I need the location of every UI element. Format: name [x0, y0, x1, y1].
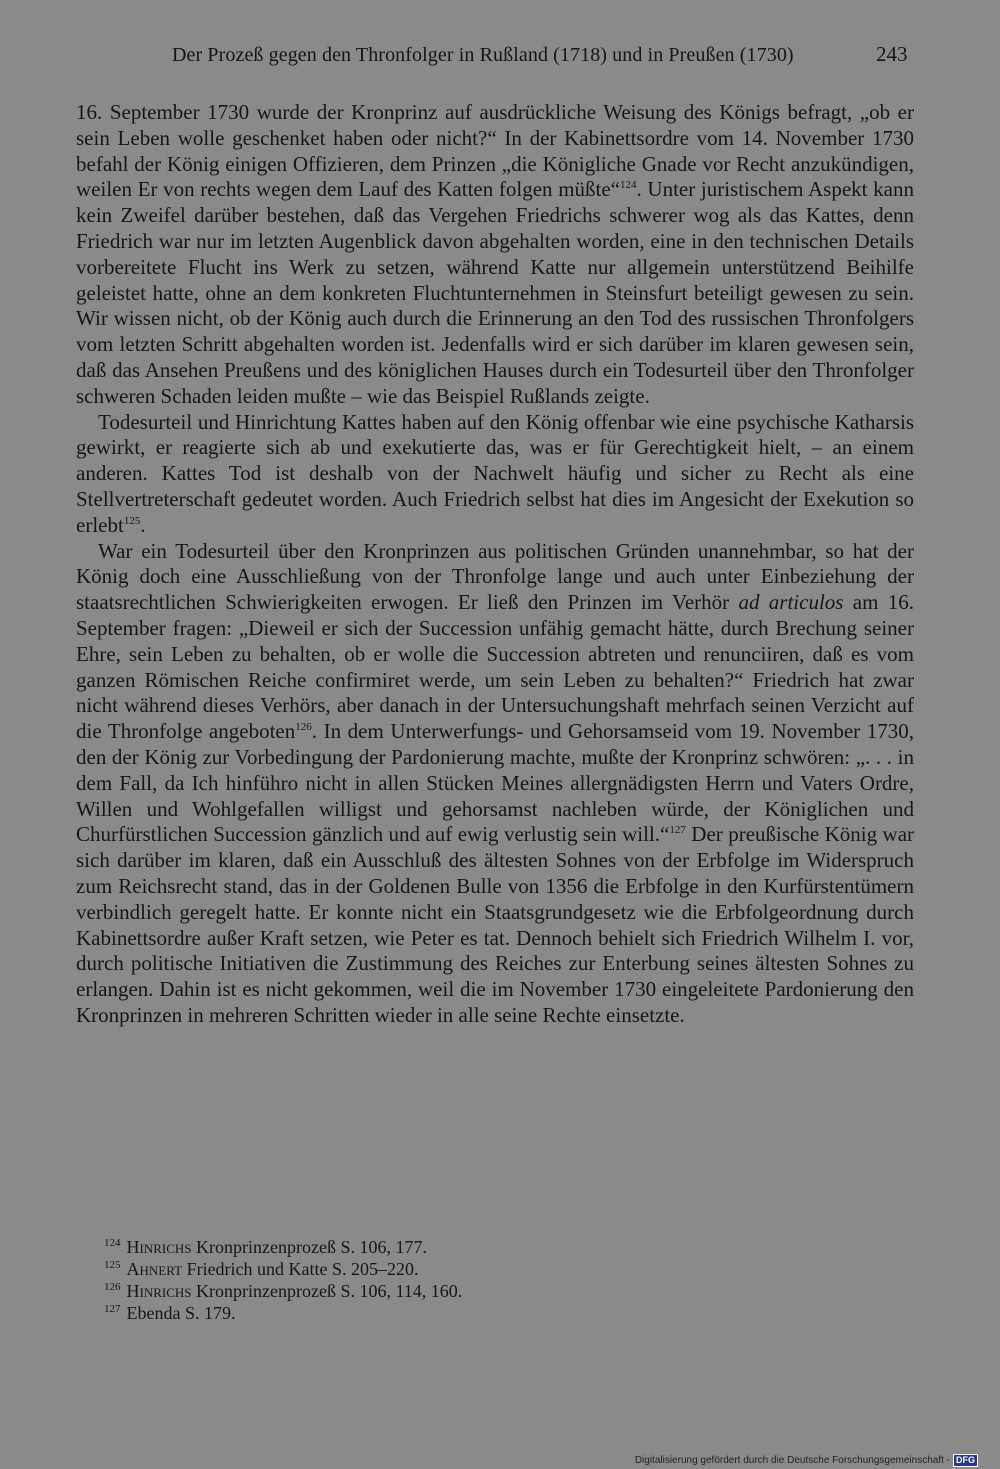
- text-run: 16. September 1730 wurde der Kronprinz auf ausdrückliche Weisung des Königs befragt, „ob er sein Leben wolle geschenket haben oder nicht?“ In der Kabinettsordre vom 14. November 1730 befahl der König einigen Offizieren, dem Prinzen „die Königliche Gnade vor Recht anzukündigen, weilen Er von rechts wegen dem Lauf des Katten folgen müßte“: [76, 100, 914, 202]
- text-run: War ein Todesurteil über den Kronprinzen aus politischen Gründen unannehmbar, so hat der König doch eine Ausschließung von der Thronfolge lange und auch unter Einbeziehung der staatsrechtlichen Schwierigkeiten erwogen. Er ließ den Prinzen im Verhör: [76, 538, 914, 615]
- text-run: . In dem Unterwerfungs- und Gehorsamseid vom 19. November 1730, den der König zur Vorbedingung der Pardonierung machte, mußte der Kronprinz schwören: „. . . in dem Fall, da Ich hinführo nicht in allen Stücken Meines allergnädigsten Herrn und Vaters Ordre, Willen und Wohlgefallen willigst und gehorsamst nachleben würde, der Königlichen und Churfürstlichen Succession gänzlich und auf ewig verlustig sein will.“: [76, 719, 914, 847]
- text-run: . Unter juristischem Aspekt kann kein Zweifel darüber bestehen, daß das Vergehen Friedrichs schwerer wog als das Kattes, denn Friedrich war nur im letzten Augenblick davon abgehalten worden, eine in den technischen Details vorbereitete Flucht ins Werk zu setzen, während Katte nur allgemein unterstützend Beihilfe geleistet hatte, ohne an dem konkreten Fluchtunternehmen in Steinsfurt beteiligt gewesen zu sein. Wir wissen nicht, ob der König auch durch die Erinnerung an den Tod des russischen Thronfolgers vom letzten Schritt abgehalten worden ist. Jedenfalls wird er sich darüber im klaren gewesen sein, daß das Ansehen Preußens und des königlichen Hauses durch ein Todesurteil über den Thronfolger schweren Schaden leiden mußte – wie das Beispiel Rußlands zeigte.: [76, 177, 914, 408]
- italic-text: ad articulos: [738, 590, 844, 615]
- credit-text: Digitalisierung gefördert durch die Deutsche Forschungsgemeinschaft -: [634, 1455, 950, 1466]
- footnote-number: 125: [104, 1259, 121, 1271]
- footnote-ref: 126: [295, 721, 312, 734]
- footnote-text: Kronprinzenprozeß S. 106, 114, 160.: [191, 1281, 463, 1301]
- paragraph: [76, 539, 914, 1029]
- text-run: Der preußische König war sich darüber im klaren, daß ein Ausschluß des ältesten Sohnes von der Erbfolge im Widerspruch zum Reichsrecht stand, das in der Goldenen Bulle von 1356 die Erbfolge in den Kurfürstentümern verbindlich geregelt hatte. Er konnte nicht ein Staatsgrundgesetz wie die Erbfolgeordnung durch Kabinettsordre außer Kraft setzen, wie Peter es tat. Dennoch behielt sich Friedrich Wilhelm I. vor, durch politische Initiativen die Zustimmung des Reiches zur Enterbung seines ältesten Sohnes zu erlangen. Dahin ist es nicht gekommen, weil die im November 1730 eingeleitete Pardonierung den Kronprinzen in mehreren Schritten wieder in alle seine Rechte einsetzte.: [76, 822, 915, 1027]
- text-run: am 16. September fragen: „Dieweil er sich der Succession unfähig gemacht hätte, durch Brechung seiner Ehre, sein Leben zu behalten, ob er wolle die Succession abtreten und renunciiren, daß es vom ganzen Römischen Reiche confirmiret werde, um sein Leben zu behalten?“ Friedrich hat zwar nicht während dieses Verhörs, aber danach in der Untersuchungshaft mehrfach seinen Verzicht auf die Thronfolge angeboten: [76, 590, 914, 744]
- footnote-author: Hinrichs: [126, 1237, 192, 1257]
- footnote: [104, 1258, 804, 1280]
- footnote-author: Hinrichs: [126, 1281, 192, 1301]
- footnote: [104, 1280, 804, 1302]
- paragraph: [76, 100, 914, 410]
- dfg-logo: DFG: [953, 1454, 978, 1467]
- text-run: .: [140, 512, 146, 537]
- body-text: [76, 100, 914, 1029]
- paragraph: [76, 410, 914, 539]
- footnote-author: Ahnert: [126, 1259, 183, 1279]
- running-title: Der Prozeß gegen den Thronfolger in Rußland (1718) und in Preußen (1730): [172, 44, 794, 66]
- footnote-number: 124: [104, 1237, 121, 1249]
- digitization-credit: [635, 1454, 978, 1467]
- footnote-text: Kronprinzenprozeß S. 106, 177.: [191, 1237, 427, 1257]
- footnote-ref: 127: [669, 824, 686, 837]
- footnote: [104, 1302, 804, 1324]
- footnotes: [104, 1236, 804, 1324]
- footnote-number: 127: [104, 1303, 121, 1315]
- text-run: Todesurteil und Hinrichtung Kattes haben auf den König offenbar wie eine psychische Katharsis gewirkt, er reagierte sich ab und exekutierte das, was er für Gerechtigkeit hielt, – an einem anderen. Kattes Tod ist deshalb von der Nachwelt häufig und sicher zu Recht als eine Stellvertreterschaft gedeutet worden. Auch Friedrich selbst hat dies im Angesicht der Exekution so erlebt: [76, 409, 914, 537]
- footnote-text: Ebenda S. 179.: [126, 1303, 236, 1323]
- footnote-text: Friedrich und Katte S. 205–220.: [182, 1259, 419, 1279]
- page-number: 243: [876, 42, 908, 66]
- footnote-number: 126: [104, 1281, 121, 1293]
- footnote-ref: 125: [123, 514, 141, 527]
- footnote: [104, 1236, 804, 1258]
- footnote-ref: 124: [620, 179, 637, 192]
